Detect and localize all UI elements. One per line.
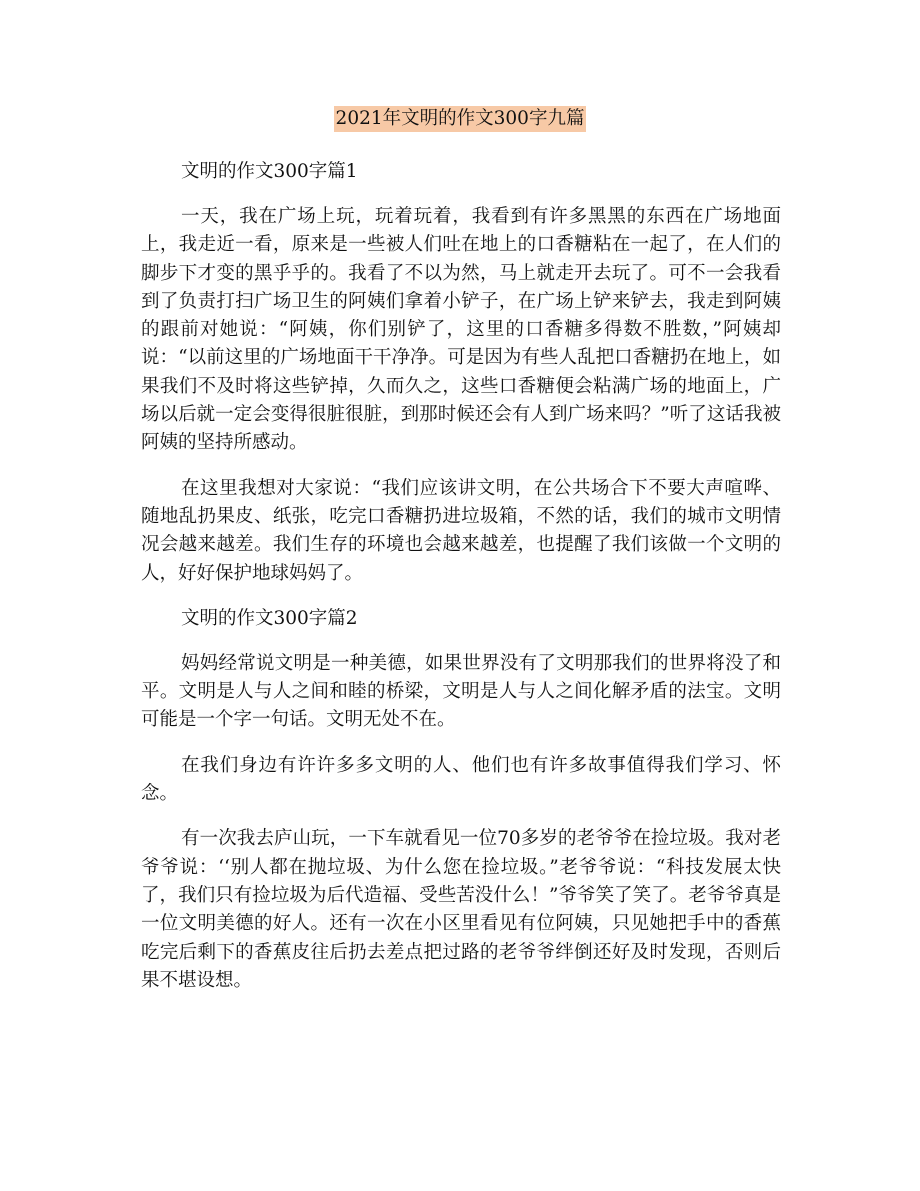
paragraph: 在这里我想对大家说：“我们应该讲文明，在公共场合下不要大声喧哗、随地乱扔果皮、纸张，吃完口香糖扔进垃圾箱，不然的话，我们的城市文明情况会越来越差。我们生存的环境也会越来越差，也提醒了我们该做一个文明的人，好好保护地球妈妈了。 xyxy=(141,477,781,584)
section-heading-1: 文明的作文300字篇1 xyxy=(181,161,358,182)
paragraph: 一天，我在广场上玩，玩着玩着，我看到有许多黑黑的东西在广场地面上，我走近一看，原来是一些被人们吐在地上的口香糖粘在一起了，在人们的脚步下才变的黑乎乎的。我看了不以为然，马上就走开去玩了。可不一会我看到了负责打扫广场卫生的阿姨们拿着小铲子，在广场上铲来铲去，我走到阿姨的跟前对她说：“阿姨，你们别铲了，这里的口香糖多得数不胜数，”阿姨却说：“以前这里的广场地面干干净净。可是因为有些人乱把口香糖扔在地上，如果我们不及时将这些铲掉，久而久之，这些口香糖便会粘满广场的地面上，广场以后就一定会变得很脏很脏，到那时候还会有人到广场来吗？”听了这话我被阿姨的坚持所感动。 xyxy=(141,206,781,454)
paragraph: 在我们身边有许许多多文明的人、他们也有许多故事值得我们学习、怀念。 xyxy=(141,754,781,805)
paragraph: 有一次我去庐山玩，一下车就看见一位70多岁的老爷爷在捡垃圾。我对老爷爷说：‘‘别人都在抛垃圾、为什么您在捡垃圾。”老爷爷说：“科技发展太快了，我们只有捡垃圾为后代造福、受些苦没什么！”爷爷笑了笑了。老爷爷真是一位文明美德的好人。还有一次在小区里看见有位阿姨，只见她把手中的香蕉吃完后剩下的香蕉皮往后扔去差点把过路的老爷爷绊倒还好及时发现，否则后果不堪设想。 xyxy=(141,828,781,991)
title-wrapper xyxy=(0,106,920,132)
section-heading-2: 文明的作文300字篇2 xyxy=(181,607,358,629)
document-body xyxy=(141,158,781,1012)
document-title: 2021年文明的作文300字九篇 xyxy=(334,106,587,132)
paragraph: 妈妈经常说文明是一种美德，如果世界没有了文明那我们的世界将没了和平。文明是人与人之间和睦的桥梁，文明是人与人之间化解矛盾的法宝。文明可能是一个字一句话。文明无处不在。 xyxy=(141,652,781,731)
